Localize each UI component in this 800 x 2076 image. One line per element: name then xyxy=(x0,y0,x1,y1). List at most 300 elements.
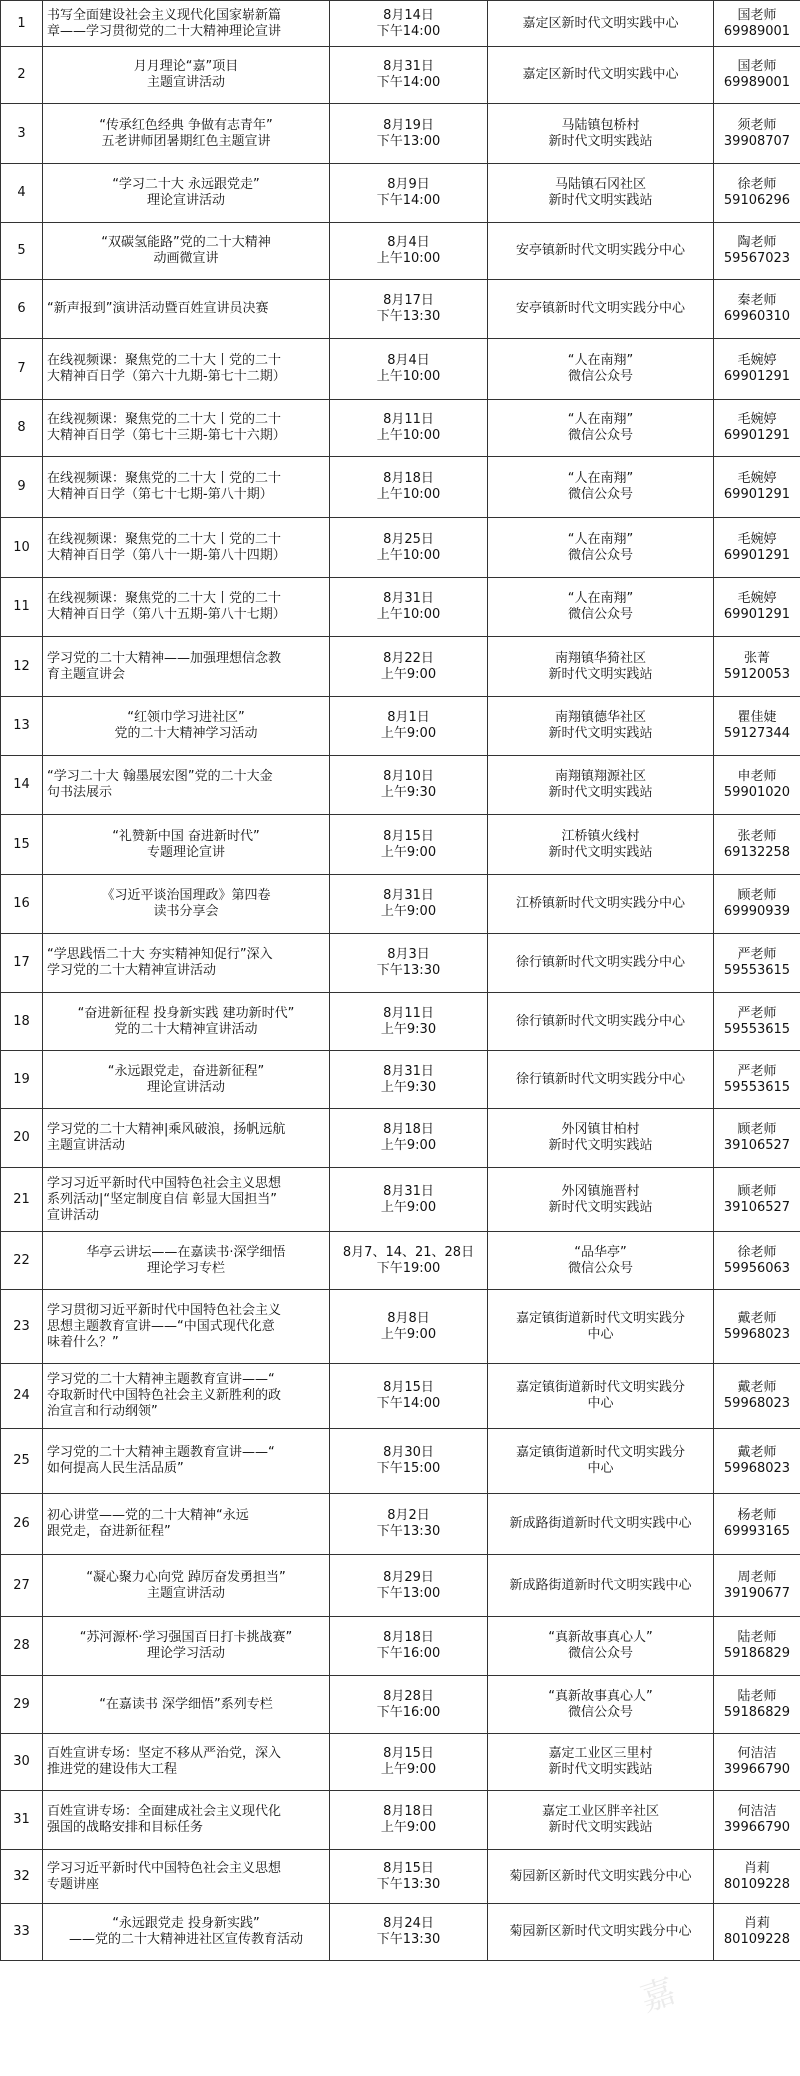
activity-title xyxy=(43,518,330,578)
activity-title xyxy=(43,815,330,875)
activity-time-line: 上午10:00 xyxy=(376,251,441,266)
activity-time xyxy=(330,1109,488,1168)
activity-title-line: 理论宣讲活动 xyxy=(146,193,225,208)
table-row xyxy=(1,1555,800,1617)
activity-contact-line: 69901291 xyxy=(723,428,791,443)
activity-title xyxy=(43,1168,330,1232)
table-row xyxy=(1,280,800,339)
activity-contact-line: 须老师 xyxy=(737,117,777,133)
table-row xyxy=(1,637,800,697)
activity-venue xyxy=(488,1109,714,1168)
activity-contact xyxy=(714,164,800,223)
row-number: 30 xyxy=(1,1734,43,1791)
activity-contact-line: 59120053 xyxy=(723,666,791,682)
activity-venue-line: “真新故事真心人” xyxy=(548,1630,653,1645)
activity-title-line: 百姓宣讲专场：全面建成社会主义现代化 xyxy=(47,1804,282,1819)
table-row xyxy=(1,223,800,280)
activity-time-line: 8月25日 xyxy=(383,531,434,547)
activity-title xyxy=(43,1555,330,1617)
activity-contact-line: 毛婉婷 xyxy=(737,591,777,606)
table-row xyxy=(1,815,800,875)
activity-contact xyxy=(714,875,800,934)
activity-time xyxy=(330,697,488,756)
activity-contact xyxy=(714,1791,800,1850)
activity-title xyxy=(43,400,330,457)
activity-contact xyxy=(714,637,800,697)
activity-title-line: 夺取新时代中国特色社会主义新胜利的政 xyxy=(47,1388,282,1403)
activity-title xyxy=(43,1904,330,1961)
watermark-mark: 嘉 xyxy=(635,1971,681,2021)
activity-contact-line: 39190677 xyxy=(723,1585,791,1601)
activity-time-line: 下午19:00 xyxy=(376,1260,441,1276)
activity-title-line: 育主题宣讲会 xyxy=(47,666,126,682)
activity-venue xyxy=(488,993,714,1051)
row-number: 17 xyxy=(1,934,43,993)
activity-title xyxy=(43,993,330,1051)
row-number: 22 xyxy=(1,1232,43,1290)
table-row xyxy=(1,1290,800,1364)
table-row xyxy=(1,518,800,578)
activity-title-line: “传承红色经典 争做有志青年” xyxy=(99,117,273,133)
activity-venue-line: 新成路街道新时代文明实践中心 xyxy=(509,1516,692,1531)
activity-contact-line: 张菁 xyxy=(743,650,770,666)
table-row xyxy=(1,1734,800,1791)
activity-contact-line: 69901291 xyxy=(723,487,791,502)
activity-venue-line: “人在南翔” xyxy=(567,471,634,486)
activity-venue xyxy=(488,815,714,875)
activity-title-line: 初心讲堂——党的二十大精神“永远 xyxy=(47,1508,249,1523)
activity-time xyxy=(330,637,488,697)
activity-venue-line: 安亭镇新时代文明实践分中心 xyxy=(515,243,685,258)
activity-title-line: 在线视频课：聚焦党的二十大丨党的二十 xyxy=(47,531,282,547)
activity-venue-line: 中心 xyxy=(587,1461,614,1476)
activity-venue xyxy=(488,1364,714,1429)
activity-time-line: 8月29日 xyxy=(383,1569,434,1585)
activity-venue xyxy=(488,400,714,457)
activity-title-line: “学习二十大 翰墨展宏图”党的二十大金 xyxy=(47,769,273,784)
activity-time-line: 下午13:30 xyxy=(376,963,441,978)
activity-title xyxy=(43,1232,330,1290)
table-row xyxy=(1,400,800,457)
activity-contact xyxy=(714,1,800,47)
activity-title-line: 在线视频课：聚焦党的二十大丨党的二十 xyxy=(47,591,282,606)
activity-venue-line: “人在南翔” xyxy=(567,353,634,368)
activity-time xyxy=(330,1168,488,1232)
activity-title-line: “礼赞新中国 奋进新时代” xyxy=(112,828,260,844)
activity-contact xyxy=(714,756,800,815)
activity-time-line: 8月28日 xyxy=(383,1688,434,1704)
activity-venue-line: 嘉定工业区胖辛社区 xyxy=(541,1804,659,1819)
activity-contact-line: 严老师 xyxy=(737,1063,777,1079)
activity-time-line: 上午10:00 xyxy=(376,428,441,443)
activity-contact-line: 徐老师 xyxy=(737,1244,777,1260)
table-row xyxy=(1,1232,800,1290)
row-number: 33 xyxy=(1,1904,43,1961)
row-number: 4 xyxy=(1,164,43,223)
activity-time xyxy=(330,1232,488,1290)
activity-time-line: 下午13:00 xyxy=(376,1585,441,1601)
activity-time-line: 8月31日 xyxy=(383,888,434,903)
activity-venue xyxy=(488,934,714,993)
activity-time-line: 下午13:30 xyxy=(376,1524,441,1539)
activity-title-line: 党的二十大精神学习活动 xyxy=(114,726,258,741)
table-row xyxy=(1,1617,800,1676)
activity-time-line: 8月11日 xyxy=(383,412,434,427)
activity-contact-line: 戴老师 xyxy=(737,1445,777,1460)
activity-contact xyxy=(714,1734,800,1791)
activity-contact-line: 国老师 xyxy=(737,59,777,74)
activity-contact xyxy=(714,934,800,993)
table-row xyxy=(1,993,800,1051)
activity-venue-line: 南翔镇德华社区 xyxy=(554,710,646,725)
activity-contact-line: 毛婉婷 xyxy=(737,531,777,547)
activity-time-line: 8月19日 xyxy=(383,117,434,133)
activity-venue xyxy=(488,1676,714,1734)
activity-venue-line: 南翔镇翔源社区 xyxy=(554,769,646,784)
activity-time-line: 下午16:00 xyxy=(376,1704,441,1720)
row-number: 2 xyxy=(1,47,43,104)
activity-time-line: 上午9:00 xyxy=(380,1326,437,1342)
activity-venue-line: 微信公众号 xyxy=(567,1704,633,1720)
activity-venue-line: 徐行镇新时代文明实践分中心 xyxy=(515,955,685,970)
activity-title-line: 大精神百日学（第八十五期-第八十七期） xyxy=(47,607,286,622)
row-number: 19 xyxy=(1,1051,43,1109)
activity-contact xyxy=(714,697,800,756)
row-number: 18 xyxy=(1,993,43,1051)
activity-contact-line: 顾老师 xyxy=(737,888,777,903)
activity-contact-line: 戴老师 xyxy=(737,1310,777,1326)
table-row xyxy=(1,756,800,815)
activity-title-line: “新声报到”演讲活动暨百姓宣讲员决赛 xyxy=(47,301,269,316)
activity-title-line: 在线视频课：聚焦党的二十大丨党的二十 xyxy=(47,412,282,427)
activity-venue-line: 新时代文明实践站 xyxy=(548,726,653,741)
activity-time-line: 8月31日 xyxy=(383,591,434,606)
activity-time-line: 8月15日 xyxy=(383,1746,434,1761)
activity-contact-line: 顾老师 xyxy=(737,1183,777,1199)
activity-venue xyxy=(488,1232,714,1290)
activity-contact-line: 59567023 xyxy=(723,251,791,266)
activity-contact xyxy=(714,1051,800,1109)
activity-contact-line: 陶老师 xyxy=(737,235,777,250)
row-number: 27 xyxy=(1,1555,43,1617)
table-row xyxy=(1,1850,800,1904)
activity-time-line: 上午9:30 xyxy=(380,785,437,800)
table-row xyxy=(1,1364,800,1429)
activity-time-line: 上午9:00 xyxy=(380,1199,437,1215)
activity-contact-line: 80109228 xyxy=(723,1876,791,1892)
activity-venue-line: 微信公众号 xyxy=(567,607,633,622)
activity-venue-line: 徐行镇新时代文明实践分中心 xyxy=(515,1013,685,1029)
activity-time-line: 上午10:00 xyxy=(376,547,441,563)
activity-venue-line: 菊园新区新时代文明实践分中心 xyxy=(509,1868,692,1884)
activity-title-line: 治宣言和行动纲领” xyxy=(47,1404,158,1419)
activity-venue-line: 嘉定镇街道新时代文明实践分 xyxy=(515,1310,685,1326)
activity-time-line: 上午10:00 xyxy=(376,607,441,622)
activity-time-line: 8月3日 xyxy=(387,947,430,962)
activity-time-line: 下午14:00 xyxy=(376,23,441,39)
row-number: 14 xyxy=(1,756,43,815)
activity-time-line: 下午13:00 xyxy=(376,133,441,149)
activity-time-line: 下午14:00 xyxy=(376,193,441,208)
activity-time-line: 8月18日 xyxy=(383,1630,434,1645)
activity-contact xyxy=(714,1617,800,1676)
activity-time-line: 8月11日 xyxy=(383,1005,434,1021)
row-number: 10 xyxy=(1,518,43,578)
activity-venue-line: 江桥镇火线村 xyxy=(561,828,640,844)
row-number: 15 xyxy=(1,815,43,875)
activity-title-line: “奋进新征程 投身新实践 建功新时代” xyxy=(77,1005,295,1021)
row-number: 11 xyxy=(1,578,43,637)
activity-time-line: 下午16:00 xyxy=(376,1646,441,1661)
activity-venue xyxy=(488,457,714,518)
row-number: 28 xyxy=(1,1617,43,1676)
activity-time xyxy=(330,104,488,164)
table-row xyxy=(1,47,800,104)
activity-time-line: 8月30日 xyxy=(383,1445,434,1460)
activity-venue xyxy=(488,518,714,578)
activity-contact-line: 59553615 xyxy=(723,1021,791,1037)
activity-title xyxy=(43,1109,330,1168)
activity-contact-line: 69990939 xyxy=(723,904,791,919)
table-row xyxy=(1,164,800,223)
activity-contact-line: 80109228 xyxy=(723,1932,791,1947)
activity-title-line: “学习二十大 永远跟党走” xyxy=(112,177,260,192)
activity-time-line: 下午14:00 xyxy=(376,75,441,90)
activity-title xyxy=(43,47,330,104)
activity-venue xyxy=(488,339,714,400)
table-row xyxy=(1,1109,800,1168)
activity-contact-line: 徐老师 xyxy=(737,177,777,192)
activity-venue xyxy=(488,637,714,697)
activity-time-line: 上午9:00 xyxy=(380,726,437,741)
activity-venue xyxy=(488,1850,714,1904)
activity-time-line: 上午9:00 xyxy=(380,904,437,919)
activity-time xyxy=(330,457,488,518)
activity-time xyxy=(330,756,488,815)
row-number: 25 xyxy=(1,1429,43,1494)
activity-contact xyxy=(714,1232,800,1290)
activity-title-line: 跟党走，奋进新征程” xyxy=(47,1524,171,1539)
activity-venue xyxy=(488,1904,714,1961)
activity-time-line: 下午13:30 xyxy=(376,1932,441,1947)
table-row xyxy=(1,697,800,756)
activity-contact-line: 59968023 xyxy=(723,1326,791,1342)
activity-time-line: 8月9日 xyxy=(387,177,430,192)
row-number: 9 xyxy=(1,457,43,518)
activity-time-line: 上午9:00 xyxy=(380,844,437,860)
activity-contact-line: 顾老师 xyxy=(737,1122,777,1137)
activity-contact xyxy=(714,1850,800,1904)
activity-contact-line: 69989001 xyxy=(723,23,791,39)
activity-venue xyxy=(488,1,714,47)
table-row xyxy=(1,1168,800,1232)
activity-time xyxy=(330,518,488,578)
activity-contact-line: 毛婉婷 xyxy=(737,412,777,427)
row-number: 29 xyxy=(1,1676,43,1734)
activity-title xyxy=(43,1850,330,1904)
activity-contact xyxy=(714,815,800,875)
activity-contact-line: 59127344 xyxy=(723,726,791,741)
activity-contact-line: 39966790 xyxy=(723,1762,791,1777)
activity-contact xyxy=(714,1904,800,1961)
activity-venue-line: “人在南翔” xyxy=(567,412,634,427)
row-number: 32 xyxy=(1,1850,43,1904)
activity-contact-line: 毛婉婷 xyxy=(737,471,777,486)
activity-venue-line: 微信公众号 xyxy=(567,1260,633,1276)
activity-contact-line: 肖莉 xyxy=(743,1916,770,1931)
activity-title xyxy=(43,1734,330,1791)
activity-title-line: 味着什么？” xyxy=(47,1334,119,1350)
activity-title-line: “永远跟党走 投身新实践” xyxy=(112,1916,260,1931)
activity-contact xyxy=(714,1676,800,1734)
activity-title-line: 《习近平谈治国理政》第四卷 xyxy=(101,888,271,903)
activity-time xyxy=(330,1850,488,1904)
activity-venue-line: “人在南翔” xyxy=(567,531,634,547)
activity-title xyxy=(43,223,330,280)
activity-time-line: 8月24日 xyxy=(383,1916,434,1931)
activity-contact-line: 69989001 xyxy=(723,75,791,90)
activity-title xyxy=(43,578,330,637)
activity-title-line: “双碳氢能路”党的二十大精神 xyxy=(101,235,271,250)
table-row xyxy=(1,578,800,637)
activity-venue xyxy=(488,1555,714,1617)
activity-contact-line: 69132258 xyxy=(723,844,791,860)
activity-venue-line: 中心 xyxy=(587,1396,614,1411)
activity-contact-line: 肖莉 xyxy=(743,1860,770,1876)
activity-time xyxy=(330,993,488,1051)
activity-venue-line: 微信公众号 xyxy=(567,369,633,384)
activity-time xyxy=(330,1429,488,1494)
activity-title-line: 主题宣讲活动 xyxy=(47,1138,126,1153)
activity-venue-line: 徐行镇新时代文明实践分中心 xyxy=(515,1071,685,1087)
activity-venue xyxy=(488,1494,714,1555)
activity-title-line: 党的二十大精神宣讲活动 xyxy=(114,1021,258,1037)
activity-title-line: “在嘉读书 深学细悟”系列专栏 xyxy=(99,1696,273,1712)
activity-contact xyxy=(714,1364,800,1429)
table-row xyxy=(1,457,800,518)
activity-contact-line: 周老师 xyxy=(737,1569,777,1585)
activity-contact-line: 严老师 xyxy=(737,947,777,962)
activity-contact-line: 杨老师 xyxy=(737,1508,777,1523)
activity-title-line: 大精神百日学（第七十三期-第七十六期） xyxy=(47,428,286,443)
activity-title xyxy=(43,280,330,339)
activity-time-line: 上午9:00 xyxy=(380,666,437,682)
activity-venue-line: 嘉定区新时代文明实践中心 xyxy=(522,15,679,31)
activity-venue-line: 微信公众号 xyxy=(567,487,633,502)
row-number: 16 xyxy=(1,875,43,934)
activity-contact-line: 39966790 xyxy=(723,1820,791,1835)
activity-venue xyxy=(488,1051,714,1109)
activity-time-line: 8月4日 xyxy=(387,235,430,250)
table-row xyxy=(1,1676,800,1734)
activity-time-line: 8月4日 xyxy=(387,353,430,368)
activity-title xyxy=(43,637,330,697)
activity-title-line: 大精神百日学（第六十九期-第七十二期） xyxy=(47,369,286,384)
activity-venue-line: 嘉定工业区三里村 xyxy=(548,1746,653,1761)
activity-time-line: 8月18日 xyxy=(383,1122,434,1137)
activity-time-line: 上午10:00 xyxy=(376,487,441,502)
activity-contact-line: 39106527 xyxy=(723,1138,791,1153)
activity-venue xyxy=(488,875,714,934)
activity-time xyxy=(330,1290,488,1364)
activity-title-line: 华亭云讲坛——在嘉读书·深学细悟 xyxy=(86,1244,286,1260)
activity-contact-line: 59186829 xyxy=(723,1646,791,1661)
activity-contact-line: 秦老师 xyxy=(737,293,777,308)
activity-time-line: 8月31日 xyxy=(383,1183,434,1199)
activity-title xyxy=(43,104,330,164)
activity-contact xyxy=(714,339,800,400)
activity-time xyxy=(330,164,488,223)
row-number: 1 xyxy=(1,1,43,47)
activity-title xyxy=(43,1494,330,1555)
activity-time xyxy=(330,47,488,104)
activity-venue xyxy=(488,1734,714,1791)
activity-time xyxy=(330,1734,488,1791)
activity-contact-line: 59968023 xyxy=(723,1396,791,1411)
activity-title-line: 月月理论“嘉”项目 xyxy=(133,59,239,74)
activity-venue-line: 江桥镇新时代文明实践分中心 xyxy=(515,896,685,911)
activity-title xyxy=(43,1676,330,1734)
activity-time xyxy=(330,339,488,400)
activity-contact xyxy=(714,400,800,457)
activity-time-line: 8月15日 xyxy=(383,828,434,844)
activity-venue xyxy=(488,164,714,223)
activity-time xyxy=(330,578,488,637)
activity-contact xyxy=(714,104,800,164)
activity-title-line: 宣讲活动 xyxy=(47,1207,100,1223)
activity-venue xyxy=(488,756,714,815)
row-number: 6 xyxy=(1,280,43,339)
activity-title-line: 学习党的二十大精神宣讲活动 xyxy=(47,963,217,978)
activity-venue-line: 新时代文明实践站 xyxy=(548,666,653,682)
activity-venue xyxy=(488,1791,714,1850)
activity-time xyxy=(330,1555,488,1617)
activity-venue-line: 嘉定区新时代文明实践中心 xyxy=(522,67,679,82)
table-row xyxy=(1,1051,800,1109)
row-number: 5 xyxy=(1,223,43,280)
activity-time xyxy=(330,1494,488,1555)
activity-venue xyxy=(488,1429,714,1494)
activity-contact-line: 39106527 xyxy=(723,1199,791,1215)
activity-contact-line: 何洁洁 xyxy=(737,1746,777,1761)
activity-time-line: 下午15:00 xyxy=(376,1461,441,1476)
activity-venue-line: 新时代文明实践站 xyxy=(548,844,653,860)
activity-title-line: 五老讲师团暑期红色主题宣讲 xyxy=(101,133,271,149)
row-number: 8 xyxy=(1,400,43,457)
activity-time-line: 8月18日 xyxy=(383,471,434,486)
table-row xyxy=(1,934,800,993)
table-row xyxy=(1,1,800,47)
activity-contact-line: 戴老师 xyxy=(737,1380,777,1395)
activity-contact xyxy=(714,1429,800,1494)
activity-venue-line: 菊园新区新时代文明实践分中心 xyxy=(509,1924,692,1939)
activity-title-line: 学习贯彻习近平新时代中国特色社会主义 xyxy=(47,1302,282,1318)
activity-time-line: 8月7、14、21、28日 xyxy=(342,1244,475,1260)
table-row xyxy=(1,104,800,164)
activity-title xyxy=(43,756,330,815)
table-row xyxy=(1,1791,800,1850)
activity-time-line: 上午9:00 xyxy=(380,1138,437,1153)
row-number: 13 xyxy=(1,697,43,756)
activity-time-line: 上午9:30 xyxy=(380,1079,437,1095)
activity-time xyxy=(330,934,488,993)
activity-title-line: 如何提高人民生活品质” xyxy=(47,1461,184,1476)
activity-venue xyxy=(488,223,714,280)
activity-time-line: 下午13:30 xyxy=(376,309,441,324)
activity-time-line: 8月31日 xyxy=(383,59,434,74)
activity-venue xyxy=(488,1617,714,1676)
activity-title-line: 专题讲座 xyxy=(47,1876,100,1892)
